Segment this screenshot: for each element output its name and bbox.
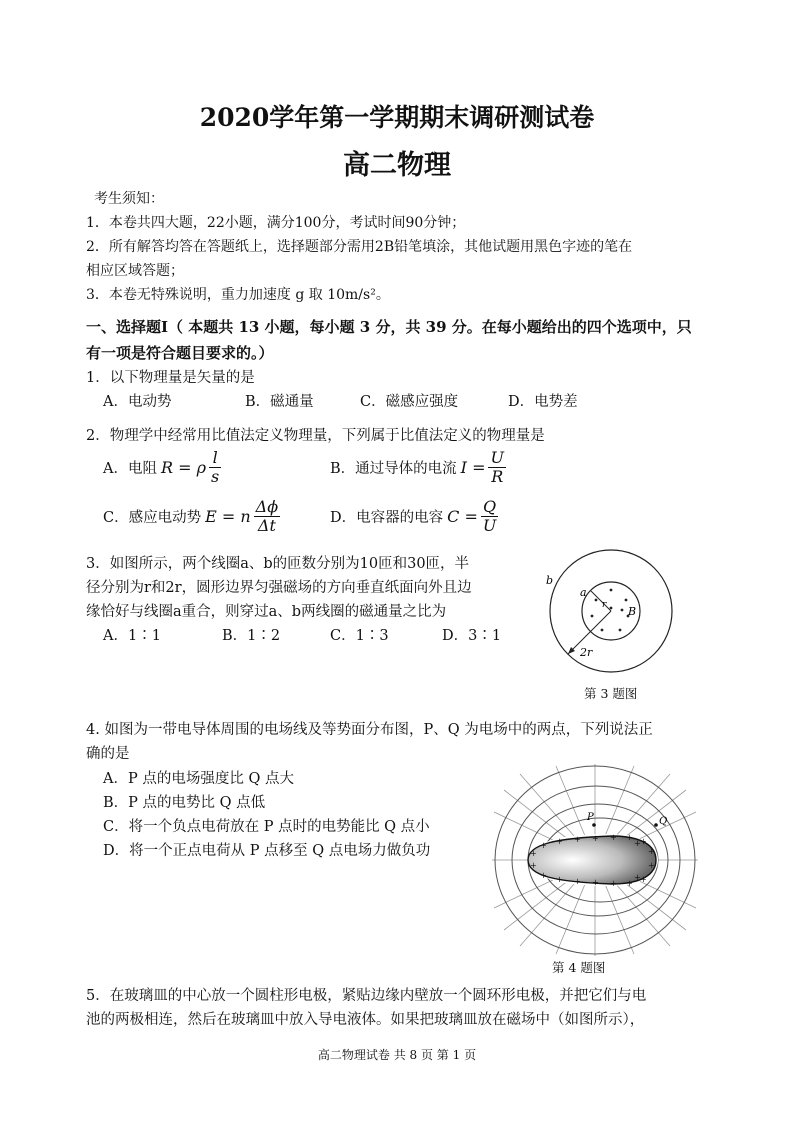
q2-d-lhs: C = xyxy=(447,506,478,526)
q2-b-num: U xyxy=(490,447,504,467)
svg-text:+: + xyxy=(610,879,617,888)
q3-option-a: A．1∶1 xyxy=(103,628,161,644)
notice-item-2: 2．所有解答均答在答题纸上，选择题部分需用2B铅笔填涂，其他试题用黑色字迹的笔在 xyxy=(86,239,633,255)
q3-figure xyxy=(540,548,690,686)
q2-option-a xyxy=(103,446,224,488)
section-heading-line1: 一、选择题Ⅰ（ 本题共 13 小题，每小题 3 分，共 39 分。在每小题给出的四个选项中，只 xyxy=(86,318,692,336)
q2-a-den: s xyxy=(211,466,220,486)
q2-a-fraction xyxy=(209,449,221,486)
q4-option-c: C．将一个负点电荷放在 P 点时的电势能比 Q 点小 xyxy=(103,819,430,835)
q1-option-c: C．磁感应强度 xyxy=(360,394,459,410)
q2-d-label: D．电容器的电容 xyxy=(330,509,444,526)
q3-option-c: C．1∶3 xyxy=(330,628,389,644)
svg-text:+: + xyxy=(626,879,633,888)
q3-option-d: D．3∶1 xyxy=(442,628,502,644)
label-P: P xyxy=(587,812,594,823)
radius-r-line xyxy=(591,591,611,611)
svg-text:+: + xyxy=(634,839,641,848)
label-B: B xyxy=(628,605,637,618)
svg-text:+: + xyxy=(592,878,599,887)
notice-item-2-cont: 相应区域答题； xyxy=(86,263,184,279)
q4-caption: 第 4 题图 xyxy=(552,960,606,975)
q2-a-lhs: R = ρ xyxy=(160,457,207,477)
svg-text:+: + xyxy=(640,837,647,846)
q2-b-label: B．通过导体的电流 xyxy=(330,460,457,477)
label-b: b xyxy=(546,574,554,587)
svg-text:+: + xyxy=(556,875,563,884)
q4-option-b: B．P 点的电势比 Q 点低 xyxy=(103,795,266,811)
q2-d-den: U xyxy=(482,515,497,535)
point-P-marker xyxy=(592,823,596,827)
svg-text:+: + xyxy=(634,873,641,882)
label-Q: Q xyxy=(659,816,668,827)
subject-title: 高二物理 xyxy=(343,150,451,181)
q4-figure xyxy=(490,762,700,958)
section-heading-line2: 有一项是符合题目要求的。） xyxy=(86,344,274,362)
q3-caption: 第 3 题图 xyxy=(584,686,638,701)
q4-line-2: 确的是 xyxy=(86,746,130,762)
svg-text:+: + xyxy=(610,833,617,842)
exam-title: 2020学年第一学期期末调研测试卷 xyxy=(199,103,595,132)
svg-text:+: + xyxy=(574,877,581,886)
q2-c-label: C．感应电动势 xyxy=(103,509,202,526)
q2-a-label: A．电阻 xyxy=(103,460,157,477)
q4-option-a: A．P 点的电场强度比 Q 点大 xyxy=(103,771,294,787)
q2-c-fraction xyxy=(254,498,280,535)
svg-text:+: + xyxy=(540,841,547,850)
svg-text:+: + xyxy=(648,847,655,856)
svg-text:+: + xyxy=(648,861,655,870)
svg-text:+: + xyxy=(530,861,537,870)
svg-text:+: + xyxy=(530,849,537,858)
page-footer: 高二物理试卷 共 8 页 第 1 页 xyxy=(317,1048,477,1062)
q2-b-den: R xyxy=(491,466,504,486)
q4-option-d: D．将一个正点电荷从 P 点移至 Q 点电场力做负功 xyxy=(103,843,431,859)
q4-line-1: 4. 如图为一带电导体周围的电场线及等势面分布图，P、Q 为电场中的两点，下列说法正 xyxy=(86,722,653,738)
notice-item-1: 1．本卷共四大题，22小题，满分100分，考试时间90分钟； xyxy=(86,215,466,231)
svg-text:+: + xyxy=(640,875,647,884)
q2-b-lhs: I = xyxy=(460,457,486,477)
q2-stem: 2．物理学中经常用比值法定义物理量，下列属于比值法定义的物理量是 xyxy=(86,428,545,444)
notice-item-3: 3．本卷无特殊说明，重力加速度 g 取 10m/s²。 xyxy=(86,287,390,303)
q1-option-a: A．电动势 xyxy=(103,394,172,410)
label-a: a xyxy=(580,586,587,599)
q1-option-b: B．磁通量 xyxy=(245,394,314,410)
svg-text:+: + xyxy=(626,833,633,842)
label-2r: 2r xyxy=(580,646,593,659)
q2-b-fraction xyxy=(488,449,505,486)
q2-option-b xyxy=(330,446,509,488)
q3-line-2: 径分别为r和2r，圆形边界匀强磁场的方向垂直纸面向外且边 xyxy=(86,580,472,596)
q2-d-num: Q xyxy=(481,498,498,517)
svg-text:+: + xyxy=(592,834,599,843)
point-Q-marker xyxy=(654,823,658,827)
q5-line-2: 池的两极相连，然后在玻璃皿中放入导电液体。如果把玻璃皿放在磁场中（如图所示）， xyxy=(86,1012,645,1028)
q5-line-1: 5．在玻璃皿的中心放一个圆柱形电极，紧贴边缘内壁放一个圆环形电极，并把它们与电 xyxy=(86,988,647,1004)
q1-option-d: D．电势差 xyxy=(508,394,578,410)
notice-heading: 考生须知： xyxy=(94,191,164,207)
svg-text:+: + xyxy=(574,835,581,844)
q2-option-d xyxy=(330,494,501,538)
q1-stem: 1．以下物理量是矢量的是 xyxy=(86,370,255,386)
q3-line-1: 3．如图所示，两个线圈a、b的匝数分别为10匝和30匝，半 xyxy=(86,556,470,572)
label-r: r xyxy=(602,600,607,610)
q3-option-b: B．1∶2 xyxy=(222,628,281,644)
q2-c-num: Δϕ xyxy=(255,496,279,516)
q2-d-fraction xyxy=(481,498,498,535)
q2-a-num: l xyxy=(209,449,221,468)
q2-c-den: Δt xyxy=(257,515,276,535)
svg-text:+: + xyxy=(556,837,563,846)
q2-c-lhs: E = n xyxy=(205,506,251,526)
q3-line-3: 缘恰好与线圈a重合，则穿过a、b两线圈的磁通量之比为 xyxy=(86,604,447,620)
svg-text:+: + xyxy=(540,871,547,880)
q2-option-c xyxy=(103,494,283,538)
